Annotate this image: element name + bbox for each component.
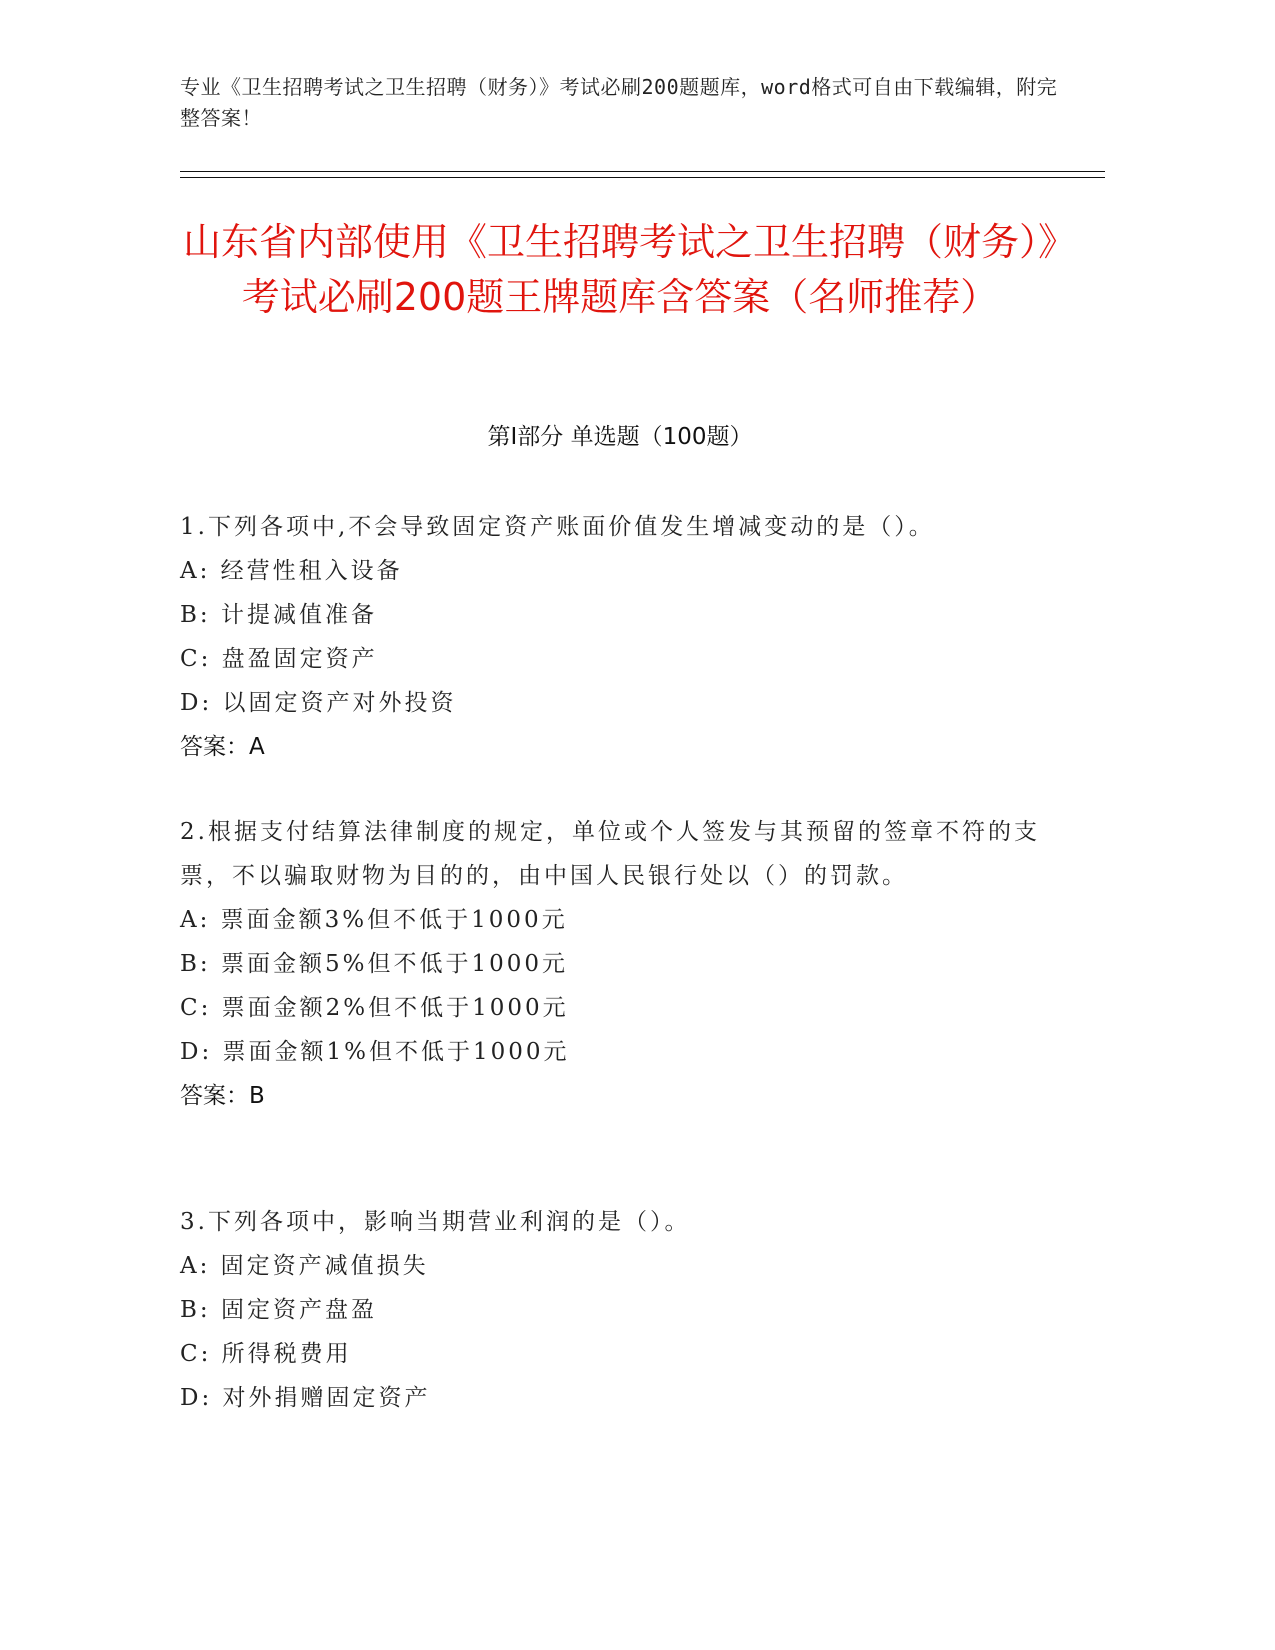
header-divider-bottom [180,177,1105,178]
answer-label: 答案：B [180,1083,265,1109]
question-stem: 3.下列各项中，影响当期营业利润的是（）。 [180,1209,691,1235]
option-d: D: 以固定资产对外投资 [180,690,457,716]
option-b: B: 固定资产盘盈 [180,1297,377,1323]
question-stem: 1.下列各项中,不会导致固定资产账面价值发生增减变动的是（）。 [180,514,935,540]
option-c: C: 票面金额2%但不低于1000元 [180,995,569,1021]
header-divider-top [180,171,1105,172]
option-a: A: 固定资产减值损失 [180,1253,429,1279]
part-heading: 第I部分 单选题（100题） [487,424,753,450]
option-d: D: 票面金额1%但不低于1000元 [180,1039,570,1065]
option-c: C: 所得税费用 [180,1341,352,1367]
question-3 [180,1200,1060,1420]
option-b: B: 计提减值准备 [180,602,377,628]
answer-label: 答案：A [180,734,265,760]
option-d: D: 对外捐赠固定资产 [180,1385,431,1411]
document-title: 山东省内部使用《卫生招聘考试之卫生招聘（财务）》考试必刷200题王牌题库含答案（名师推荐） [182,220,1057,319]
option-a: A: 经营性租入设备 [180,558,403,584]
option-c: C: 盘盈固定资产 [180,646,378,672]
question-stem: 2.根据支付结算法律制度的规定，单位或个人签发与其预留的签章不符的支票，不以骗取财物为目的的，由中国人民银行处以（）的罚款。 [180,819,1040,889]
question-2 [180,810,1060,1118]
option-a: A: 票面金额3%但不低于1000元 [180,907,568,933]
option-b: B: 票面金额5%但不低于1000元 [180,951,568,977]
header-note: 专业《卫生招聘考试之卫生招聘（财务）》考试必刷200题题库，word格式可自由下载编辑，附完整答案！ [180,75,1058,130]
question-1 [180,505,1060,769]
